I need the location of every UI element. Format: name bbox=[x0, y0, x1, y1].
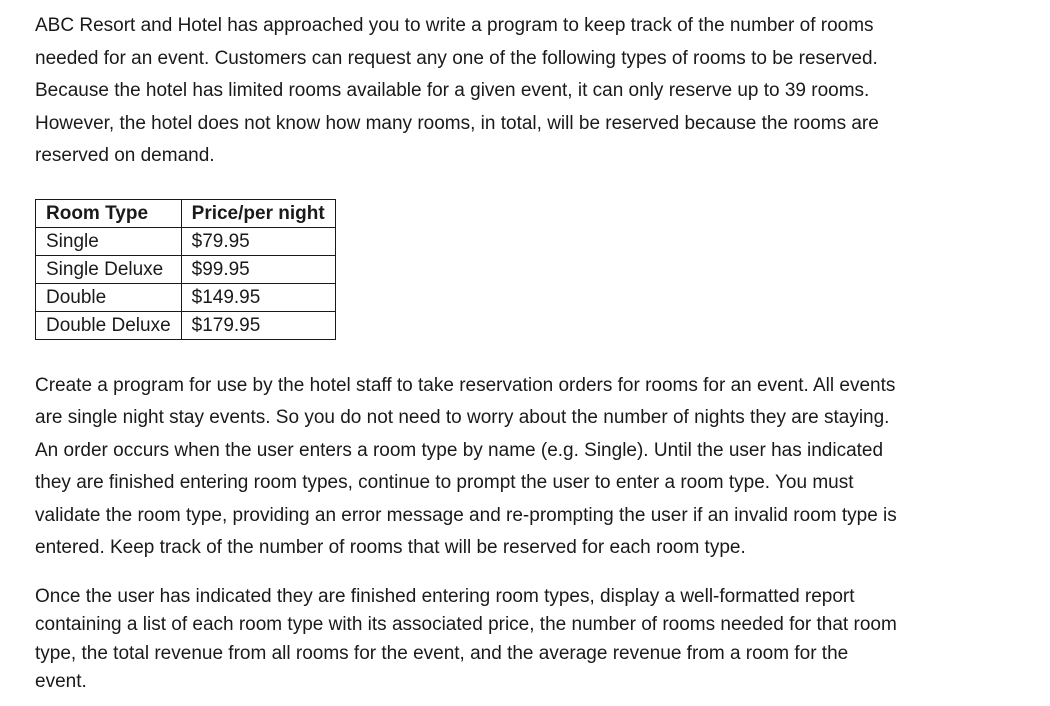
requirements-paragraph bbox=[35, 370, 1020, 565]
intro-line: reserved on demand. bbox=[35, 145, 215, 166]
room-type-cell: Double bbox=[36, 283, 182, 311]
table-row bbox=[36, 227, 336, 255]
price-cell: $99.95 bbox=[181, 255, 335, 283]
intro-line: needed for an event. Customers can request any one of the following types of rooms to be reserved. bbox=[35, 47, 878, 69]
room-price-table bbox=[35, 199, 336, 340]
price-cell: $79.95 bbox=[181, 227, 335, 255]
header-room-type: Room Type bbox=[36, 199, 182, 227]
table-header-row bbox=[36, 199, 336, 227]
body-line: entered. Keep track of the number of rooms that will be reserved for each room type. bbox=[35, 537, 746, 558]
body-line: Create a program for use by the hotel staff to take reservation orders for rooms for an event. All events bbox=[35, 374, 896, 396]
closing-line: Once the user has indicated they are finished entering room types, display a well-formatted report bbox=[35, 585, 855, 607]
closing-line: event. bbox=[35, 671, 87, 692]
room-type-cell: Double Deluxe bbox=[36, 311, 182, 339]
intro-line: However, the hotel does not know how many rooms, in total, will be reserved because the rooms are bbox=[35, 112, 879, 134]
document-page bbox=[35, 10, 1020, 697]
table-row bbox=[36, 311, 336, 339]
body-line: An order occurs when the user enters a room type by name (e.g. Single). Until the user has indicated bbox=[35, 439, 884, 461]
body-line: they are finished entering room types, continue to prompt the user to enter a room type. You must bbox=[35, 472, 854, 493]
intro-line: Because the hotel has limited rooms available for a given event, it can only reserve up to 39 rooms. bbox=[35, 80, 870, 101]
price-cell: $149.95 bbox=[181, 283, 335, 311]
table-row bbox=[36, 255, 336, 283]
report-paragraph bbox=[35, 583, 1020, 697]
header-price: Price/per night bbox=[181, 199, 335, 227]
table-row bbox=[36, 283, 336, 311]
room-type-cell: Single Deluxe bbox=[36, 255, 182, 283]
room-type-cell: Single bbox=[36, 227, 182, 255]
body-line: validate the room type, providing an error message and re-prompting the user if an invalid room type is bbox=[35, 504, 897, 526]
price-cell: $179.95 bbox=[181, 311, 335, 339]
closing-line: containing a list of each room type with its associated price, the number of rooms needed for that room bbox=[35, 614, 897, 635]
closing-line: type, the total revenue from all rooms for the event, and the average revenue from a room for the bbox=[35, 642, 849, 664]
body-line: are single night stay events. So you do not need to worry about the number of nights they are staying. bbox=[35, 407, 890, 428]
room-price-table-wrapper bbox=[35, 199, 1020, 340]
intro-paragraph bbox=[35, 10, 1020, 173]
intro-line: ABC Resort and Hotel has approached you to write a program to keep track of the number of rooms bbox=[35, 15, 874, 36]
